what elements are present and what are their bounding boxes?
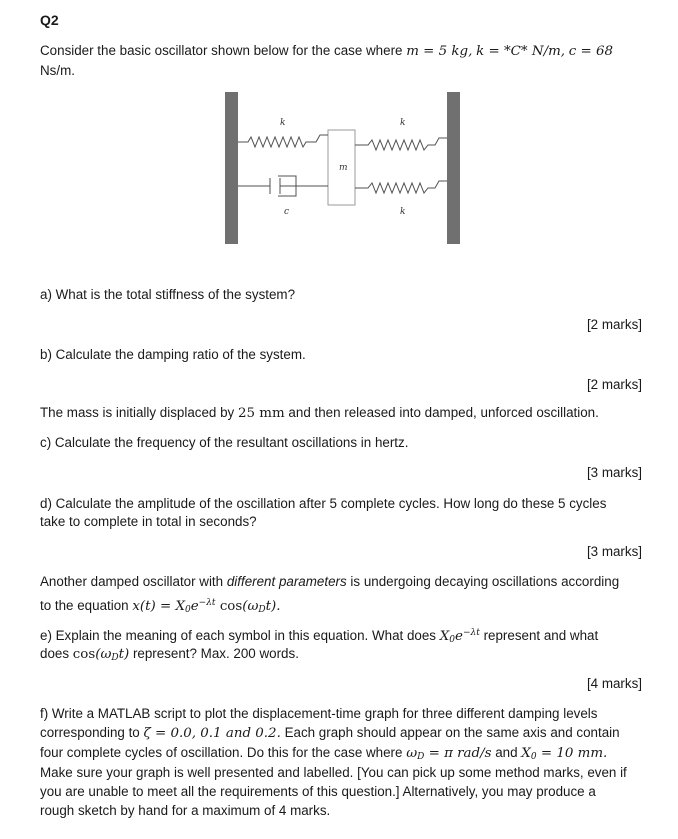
part-f-line-2: corresponding to ζ = 0.0, 0.1 and 0.2. Each graph should appear on the same axis and contain — [40, 725, 620, 741]
x0-value: $X_0 = 10$ mm. — [521, 746, 608, 762]
label-mass: m — [339, 163, 348, 173]
left-spring — [238, 135, 328, 147]
part-f-line-6: rough sketch by hand for a maximum of 4 marks. — [40, 803, 331, 818]
intro-text: Consider the basic oscillator shown below for the case where — [40, 43, 403, 58]
label-k-right-top: k — [400, 118, 406, 128]
damping-levels: ζ = 0.0, 0.1 and 0.2. — [143, 726, 281, 741]
label-c: c — [284, 207, 290, 217]
part-d-line-2: take to complete in total in seconds? — [40, 514, 257, 529]
part-d-marks: [3 marks] — [586, 544, 642, 559]
part-e-line-1: e) Explain the meaning of each symbol in this equation. What does $X_0e^{-\lambda t}$ represent and what — [40, 628, 599, 645]
displacement-statement: The mass is initially displaced by 25 mm and then released into damped, unforced oscillation. — [40, 405, 599, 421]
displacement-value: 25 mm — [237, 406, 285, 421]
part-c-marks: [3 marks] — [586, 465, 642, 480]
cosine-expression: $\cos(\omega_Dt)$ — [72, 647, 130, 663]
part-f-line-4: Make sure your graph is well presented and labelled. [You can pick up some method marks, even if — [40, 765, 627, 780]
intro-mass: m = 5 kg, — [406, 44, 473, 59]
part-e-line-2: does $\cos(\omega_Dt)$ represent? Max. 200 words. — [40, 646, 299, 663]
intro-stiffness: k = *C* N/m, — [476, 44, 566, 59]
part-a-marks: [2 marks] — [586, 317, 642, 332]
intro-damping: c = 68 — [568, 44, 614, 59]
left-wall — [225, 92, 238, 244]
question-number: Q2 — [40, 12, 59, 28]
right-spring-top — [355, 138, 447, 150]
envelope-expression: $X_0e^{-\lambda t}$ — [439, 628, 480, 645]
label-k-right-bottom: k — [400, 207, 406, 217]
right-spring-bottom — [355, 181, 447, 193]
oscillator-diagram — [220, 90, 470, 250]
part-d-line-1: d) Calculate the amplitude of the oscillation after 5 complete cycles. How long do these 5 cycles — [40, 496, 607, 511]
part-f-line-3: four complete cycles of oscillation. Do this for the case where $\omega_D = \pi$ rad/s and $X_0 = 10$ mm. — [40, 745, 608, 762]
part-a-question: a) What is the total stiffness of the system? — [40, 287, 296, 302]
intro-line-2: Ns/m. — [40, 63, 75, 78]
part-b-marks: [2 marks] — [586, 377, 642, 392]
part-f-line-5: you are unable to meet all the requirements of this question.] Alternatively, you may produce a — [40, 784, 596, 799]
another-oscillator-line-1: Another damped oscillator with different parameters is undergoing decaying oscillations according — [40, 574, 620, 589]
part-e-marks: [4 marks] — [586, 676, 642, 691]
part-f-line-1: f) Write a MATLAB script to plot the displacement-time graph for three different damping levels — [40, 706, 598, 721]
left-dashpot — [238, 176, 328, 196]
decay-equation: $x(t) = X_0e^{-\lambda t}$ $\cos(\omega_Dt)$. — [132, 598, 281, 615]
label-k-left: k — [280, 118, 286, 128]
right-wall — [447, 92, 460, 244]
different-parameters-emphasis: different parameters — [226, 574, 347, 589]
omega-d-value: $\omega_D = \pi$ rad/s — [406, 746, 492, 762]
part-c-question: c) Calculate the frequency of the resultant oscillations in hertz. — [40, 435, 409, 450]
part-b-question: b) Calculate the damping ratio of the system. — [40, 347, 306, 362]
intro-line-1 — [40, 41, 613, 62]
another-oscillator-line-2: to the equation $x(t) = X_0e^{-\lambda t}$ $\cos(\omega_Dt)$. — [40, 598, 281, 615]
